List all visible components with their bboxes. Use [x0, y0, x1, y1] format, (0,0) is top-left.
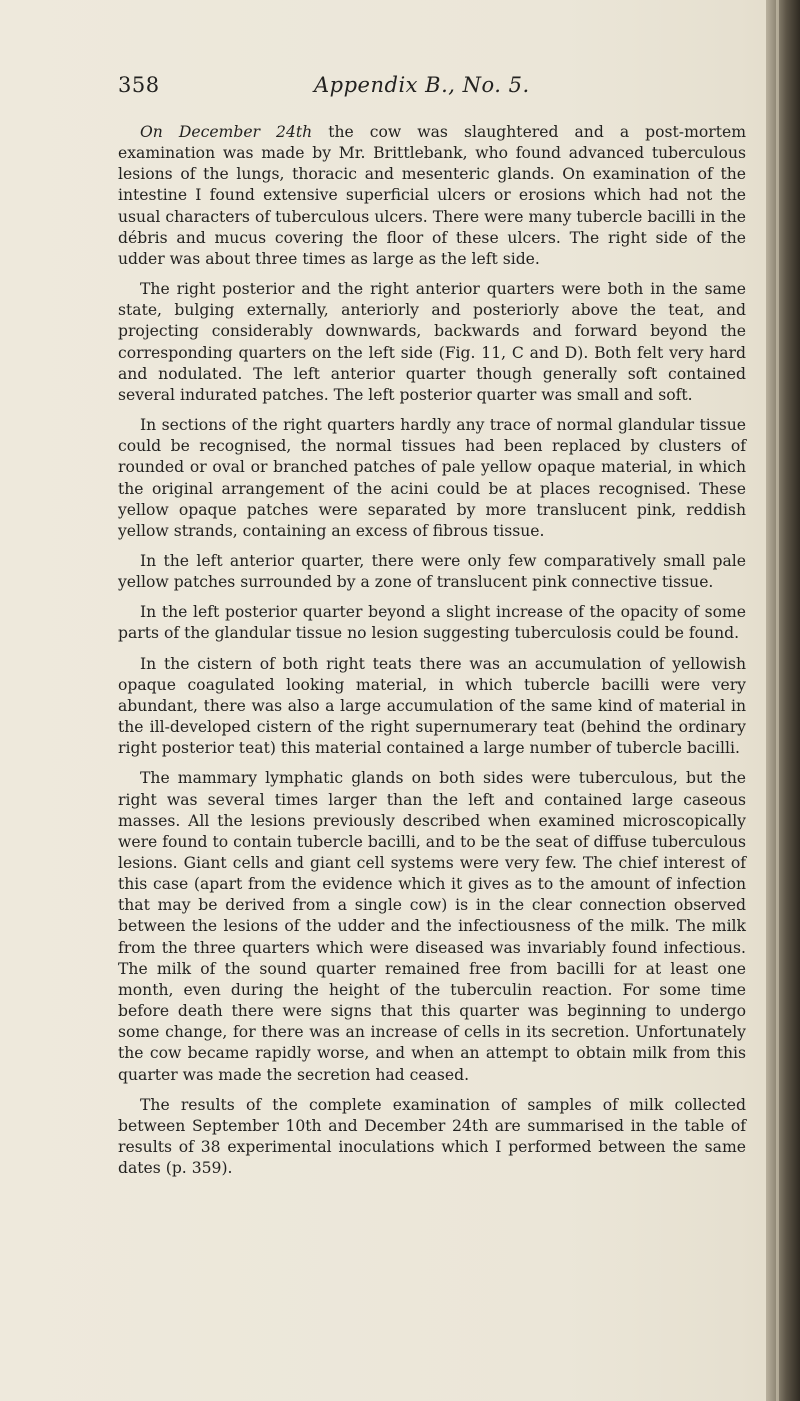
paragraph-text: The results of the complete examination of samples of milk collected between September 10th and December 24th are summarised in the table of results of 38 experimental inoculations which I performed between the same dates (p. 359). — [118, 1095, 746, 1178]
paragraph — [118, 602, 746, 644]
paragraph — [118, 1095, 746, 1180]
paragraph-text: In the left posterior quarter beyond a slight increase of the opacity of some parts of the glandular tissue no lesion suggesting tuberculosis could be found. — [118, 603, 746, 643]
date-lead: On December 24th — [140, 123, 313, 141]
paragraph — [118, 551, 746, 593]
page-binding-edge — [766, 0, 800, 1401]
paragraph — [118, 122, 746, 270]
paragraph-text: In sections of the right quarters hardly any trace of normal glandular tissue could be recognised, the normal tissues had been replaced by clusters of rounded or oval or branched patches of pale yellow opaque material, in which the original arrangement of the acini could be at places recognised. These yellow opaque patches were separated by more translucent pink, reddish yellow strands, containing an excess of fibrous tissue. — [118, 416, 746, 540]
paragraph — [118, 654, 746, 760]
paragraph-text: The mammary lymphatic glands on both sides were tuberculous, but the right was several times larger than the left and contained large caseous masses. All the lesions previously described when examined microscopically were found to contain tubercle bacilli, and to be the seat of diffuse tuberculous lesions. Giant cells and giant cell systems were very few. The chief interest of this case (apart from the evidence which it gives as to the amount of infection that may be derived from a single cow) is in the clear connection observed between the lesions of the udder and the infectiousness of the milk. The milk from the three quarters which were diseased was invariably found infectious. The milk of the sound quarter remained free from bacilli for at least one month, even during the height of the tuberculin reaction. For some time before death there were signs that this quarter was beginning to undergo some change, for there was an increase of cells in its secretion. Unfortunately the cow became rapidly worse, and when an attempt to obtain milk from this quarter was made the secretion had ceased. — [118, 769, 746, 1084]
page-number: 358 — [118, 73, 160, 97]
paragraph — [118, 279, 746, 406]
page-header — [118, 73, 700, 103]
paragraph — [118, 415, 746, 542]
paragraph-text: the cow was slaughtered and a post-mortem examination was made by Mr. Brittlebank, who found advanced tuberculous lesions of the lungs, thoracic and mesenteric glands. On examination of the intestine I found extensive superficial ulcers or erosions which had not the usual characters of tuberculous ulcers. There were many tubercle bacilli in the débris and mucus covering the floor of these ulcers. The right side of the udder was about three times as large as the left side. — [118, 123, 746, 268]
paragraph-text: In the cistern of both right teats there was an accumulation of yellowish opaque coagulated looking material, in which tubercle bacilli were very abundant, there was also a large accumulation of the same kind of material in the ill-developed cistern of the right supernumerary teat (behind the ordinary right posterior teat) this material contained a large number of tubercle bacilli. — [118, 654, 746, 758]
paragraph-text: In the left anterior quarter, there were only few comparatively small pale yellow patches surrounded by a zone of translucent pink connective tissue. — [118, 551, 746, 592]
body-text — [118, 122, 746, 1188]
paragraph — [118, 768, 746, 1085]
paragraph-text: The right posterior and the right anterior quarters were both in the same state, bulging externally, anteriorly and posteriorly above the teat, and projecting considerably downwards, backwards and forward beyond the corresponding quarters on the left side (Fig. 11, C and D). Both felt very hard and nodulated. The left anterior quarter though generally soft contained several indurated patches. The left posterior quarter was small and soft. — [118, 280, 746, 404]
running-title: Appendix B., No. 5. — [314, 73, 530, 97]
